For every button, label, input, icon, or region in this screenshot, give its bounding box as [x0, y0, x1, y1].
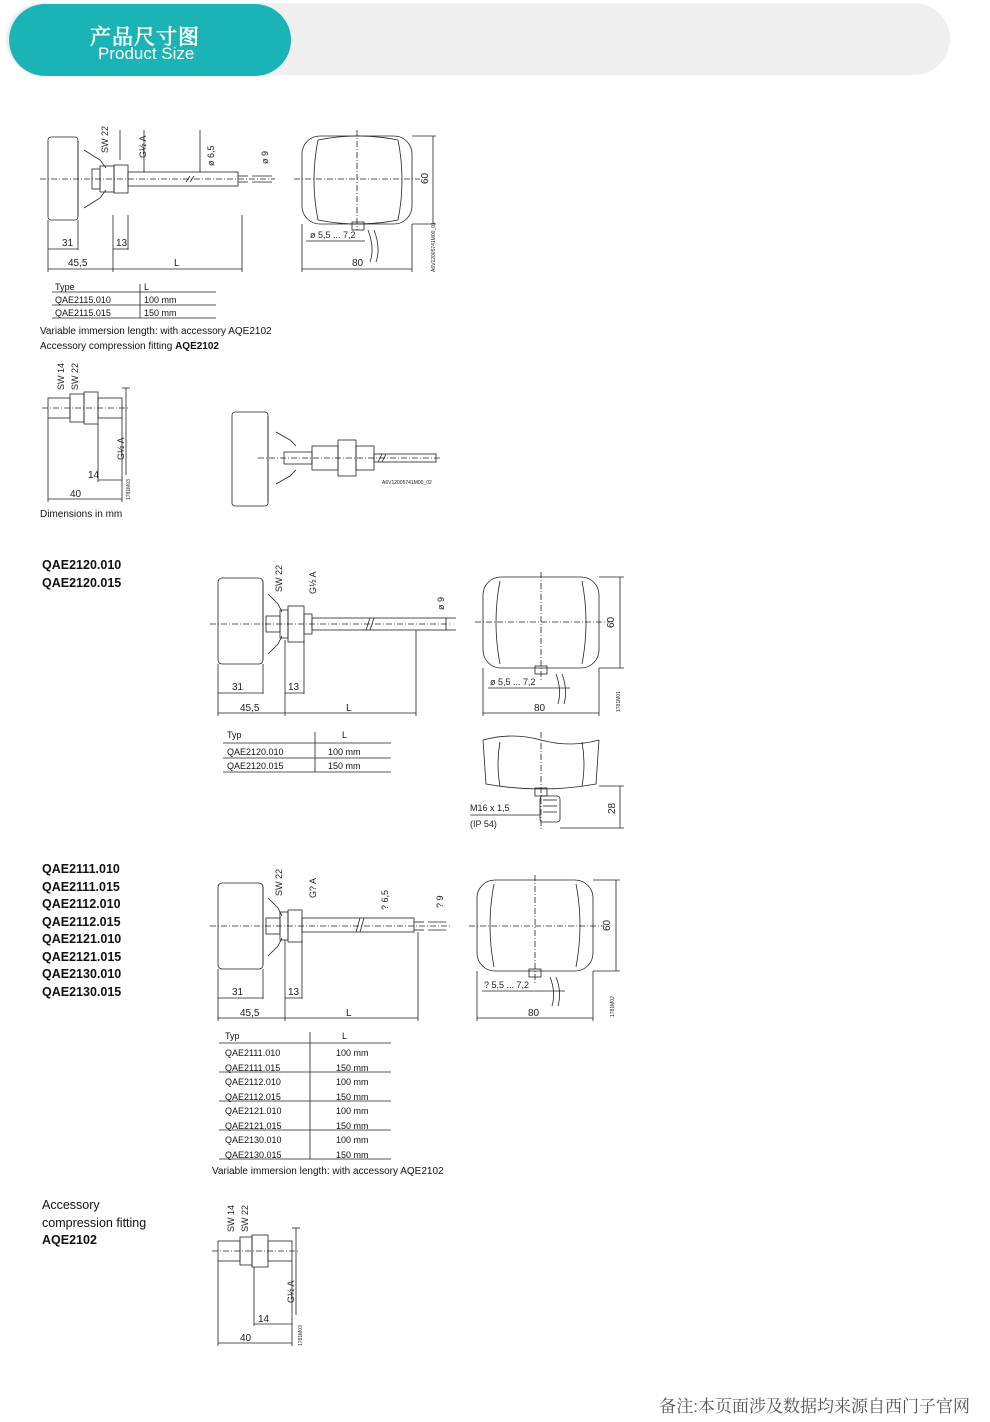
note-variable-length-2: Variable immersion length: with accessory AQE2102 — [212, 1166, 444, 1177]
table-row: QAE2121.015 150 mm — [225, 1120, 369, 1131]
label-d65: ? 6,5 — [380, 889, 390, 910]
table2-col-type: Typ — [227, 730, 242, 740]
model-name: QAE2112.010 — [42, 897, 121, 911]
table-row: QAE2111.010 100 mm — [225, 1048, 369, 1058]
label-L: L — [174, 258, 180, 269]
label-13: 13 — [288, 987, 300, 998]
label-60: 60 — [602, 919, 613, 931]
model-name: QAE2111.015 — [42, 879, 120, 894]
label-cable: ø 5,5 ... 7,2 — [490, 677, 536, 687]
label-sw14: SW 14 — [226, 1204, 236, 1232]
note-variable-length: Variable immersion length: with accessory AQE2102 — [40, 326, 272, 337]
label-d9: ø 9 — [436, 596, 446, 610]
label-60: 60 — [606, 616, 617, 628]
accessory-label: Accessory compression fitting AQE2102 — [42, 1198, 147, 1247]
table-row: QAE2112.010 100 mm — [225, 1077, 369, 1087]
footer-note: 备注:本页面涉及数据均来源自西门子官网 — [659, 1397, 970, 1416]
label-455: 45,5 — [240, 1008, 260, 1019]
label-14: 14 — [258, 1314, 270, 1325]
table1-row1-type: QAE2115.010 — [55, 295, 111, 305]
label-sw22: SW 22 — [240, 1204, 250, 1232]
label-60: 60 — [420, 172, 431, 184]
table-row: QAE2111.015 150 mm — [225, 1062, 369, 1073]
table-row: QAE2121.010 100 mm — [225, 1106, 369, 1116]
drawing-code: A6V12005741M00_01 — [431, 222, 437, 272]
table-row: QAE2130.015 150 mm — [225, 1149, 369, 1160]
label-455: 45,5 — [240, 703, 260, 714]
model-name: QAE2111.010 — [42, 862, 120, 876]
table3-col-L: L — [342, 1031, 348, 1041]
model-name: QAE2120.010 — [42, 558, 122, 572]
label-L: L — [346, 1008, 352, 1019]
dimensions-note: Dimensions in mm — [40, 509, 123, 520]
table-row: QAE2130.010 100 mm — [225, 1135, 369, 1145]
label-40: 40 — [70, 489, 82, 500]
table2-row1-L: 100 mm — [328, 747, 361, 757]
label-sw14: SW 14 — [56, 362, 66, 390]
label-cable: ? 5,5 ... 7,2 — [484, 980, 530, 990]
label-d9: ø 9 — [260, 150, 270, 164]
model-name: QAE2130.015 — [42, 984, 122, 999]
table3-col-type: Typ — [225, 1031, 240, 1041]
accessory-code: 1781M03 — [298, 1325, 304, 1346]
table-row: QAE2112.015 150 mm — [225, 1091, 369, 1102]
table1-row2-type: QAE2115.015 — [55, 308, 111, 318]
label-thread: G½ A — [308, 571, 318, 594]
label-31: 31 — [232, 682, 244, 693]
label-thread: G½ A — [138, 135, 148, 158]
note-accessory: Accessory compression fitting AQE2102 — [40, 341, 219, 352]
label-80: 80 — [352, 258, 364, 269]
label-28: 28 — [607, 802, 618, 814]
label-thread: G½ A — [286, 1280, 296, 1303]
page-title-zh: 产品尺寸图 — [90, 26, 200, 49]
table1-col-type: Type — [55, 282, 75, 292]
fitting-code: 1781M03 — [126, 479, 132, 500]
label-40: 40 — [240, 1333, 252, 1344]
table2-row2-type: QAE2120.015 — [227, 761, 284, 771]
model-name: QAE2112.015 — [42, 914, 121, 929]
table2-row2-L: 150 mm — [328, 761, 361, 771]
label-L: L — [346, 703, 352, 714]
label-31: 31 — [232, 987, 244, 998]
drawing-code: 1781M02 — [610, 996, 616, 1017]
model-name: QAE2121.015 — [42, 949, 122, 964]
label-13: 13 — [288, 682, 300, 693]
label-80: 80 — [534, 703, 546, 714]
label-ip: (IP 54) — [470, 819, 497, 829]
label-13: 13 — [116, 238, 128, 249]
table1-col-L: L — [144, 282, 150, 292]
model-name: QAE2120.015 — [42, 575, 122, 590]
label-sw22: SW 22 — [274, 564, 284, 592]
label-sw22: SW 22 — [274, 868, 284, 896]
page-title-en: Product Size — [98, 44, 195, 63]
drawing-code: 1781M01 — [616, 691, 622, 712]
label-d65: ø 6,5 — [206, 145, 216, 166]
label-31: 31 — [62, 238, 74, 249]
label-sw22: SW 22 — [100, 125, 110, 153]
model-name: QAE2130.010 — [42, 967, 122, 981]
table2-row1-type: QAE2120.010 — [227, 747, 284, 757]
table1-row2-L: 150 mm — [144, 308, 177, 318]
label-thread: G? A — [308, 877, 318, 898]
table2-col-L: L — [342, 730, 348, 740]
label-80: 80 — [528, 1008, 540, 1019]
label-thread: G½ A — [116, 437, 126, 460]
label-gland: M16 x 1,5 — [470, 803, 510, 813]
label-d9: ? 9 — [435, 895, 445, 908]
assembly-code: A6V12005741M00_02 — [382, 480, 432, 486]
table1-row1-L: 100 mm — [144, 295, 177, 305]
label-cable: ø 5,5 ... 7,2 — [310, 230, 356, 240]
label-sw22: SW 22 — [70, 362, 80, 390]
label-455: 45,5 — [68, 258, 88, 269]
model-name: QAE2121.010 — [42, 932, 122, 946]
label-14: 14 — [88, 470, 100, 481]
